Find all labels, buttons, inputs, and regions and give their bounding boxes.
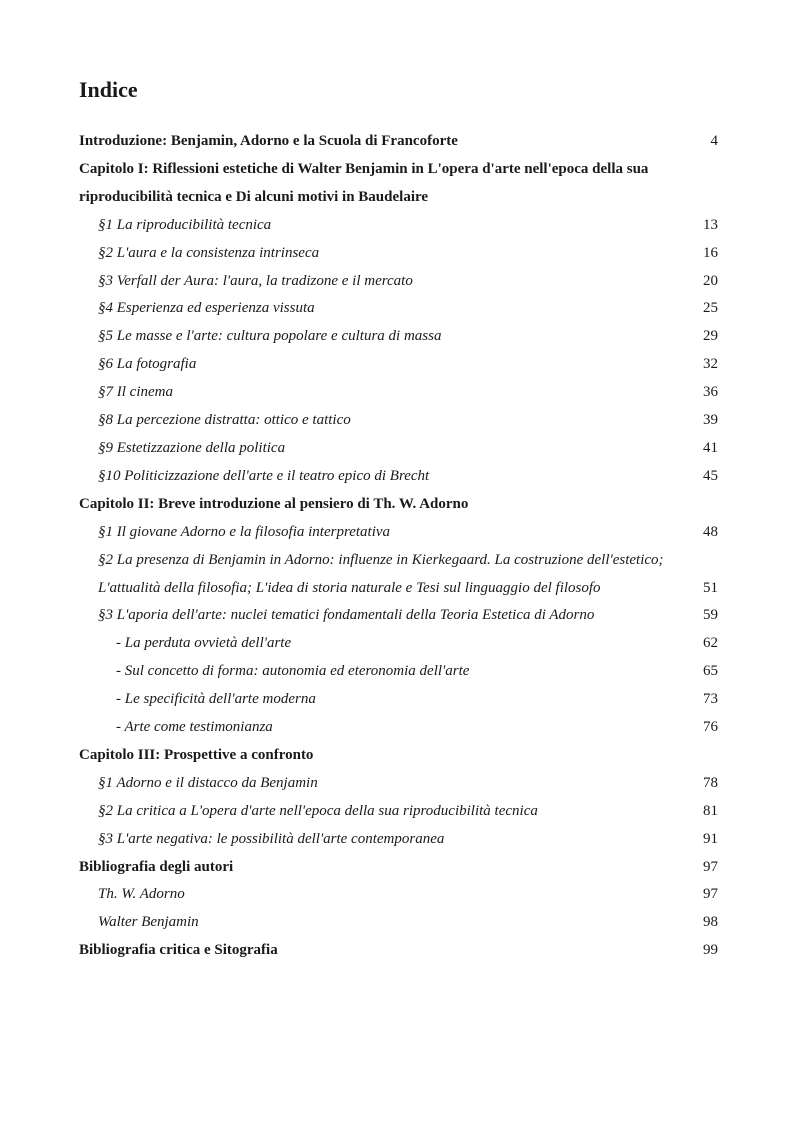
toc-entry-page: 81 xyxy=(703,802,718,819)
toc-entry-cap1-sec5[interactable] xyxy=(79,323,718,351)
toc-entry-label: Walter Benjamin xyxy=(98,914,199,931)
toc-entry-adorno[interactable] xyxy=(79,881,718,909)
toc-entry-label: §2 La critica a L'opera d'arte nell'epoca della sua riproducibilità tecnica xyxy=(98,802,538,819)
toc-entry-capitolo-3[interactable] xyxy=(79,742,718,770)
toc-entry-cap2-sub3[interactable] xyxy=(79,686,718,714)
toc-list xyxy=(79,128,718,965)
toc-entry-label: §1 Il giovane Adorno e la filosofia interpretativa xyxy=(98,523,391,540)
toc-entry-page: 51 xyxy=(703,579,718,596)
toc-entry-page: 91 xyxy=(703,830,718,847)
toc-entry-page: 97 xyxy=(703,886,718,903)
toc-entry-label: Introduzione: Benjamin, Adorno e la Scuola di Francoforte xyxy=(79,133,458,149)
toc-entry-page: 4 xyxy=(710,133,718,149)
toc-entry-label: Capitolo II: Breve introduzione al pensiero di Th. W. Adorno xyxy=(79,495,469,512)
toc-entry-label: §1 Adorno e il distacco da Benjamin xyxy=(98,774,318,791)
toc-entry-page: 48 xyxy=(703,523,718,540)
toc-entry-cap1-sec7[interactable] xyxy=(79,379,718,407)
toc-entry-cap2-sub4[interactable] xyxy=(79,714,718,742)
toc-entry-page: 99 xyxy=(703,942,718,959)
toc-entry-cap1-sec9[interactable] xyxy=(79,435,718,463)
toc-entry-label: Bibliografia critica e Sitografia xyxy=(79,942,278,959)
toc-entry-cap1-sec10[interactable] xyxy=(79,463,718,491)
toc-entry-cap1-sec6[interactable] xyxy=(79,351,718,379)
toc-entry-page: 16 xyxy=(703,244,718,261)
toc-entry-page: 41 xyxy=(703,439,718,456)
toc-entry-label: - Arte come testimonianza xyxy=(116,719,273,736)
toc-entry-page: 62 xyxy=(703,635,718,652)
toc-entry-label: §3 L'aporia dell'arte: nuclei tematici fondamentali della Teoria Estetica di Adorno xyxy=(98,607,595,624)
toc-entry-label: Capitolo I: Riflessioni estetiche di Walter Benjamin in L'opera d'arte nell'epoca della sua riproducibilità tecnica e Di alcuni motivi in Baudelaire xyxy=(79,160,649,205)
toc-entry-page: 45 xyxy=(703,467,718,484)
toc-entry-cap3-sec1[interactable] xyxy=(79,770,718,798)
toc-title: Indice xyxy=(79,77,138,102)
toc-entry-introduzione[interactable] xyxy=(79,128,718,156)
toc-entry-cap2-sec1[interactable] xyxy=(79,519,718,547)
toc-entry-cap2-sub2[interactable] xyxy=(79,658,718,686)
document-page xyxy=(79,70,718,965)
toc-entry-label: §10 Politicizzazione dell'arte e il teatro epico di Brecht xyxy=(98,467,430,484)
toc-entry-label: §5 Le masse e l'arte: cultura popolare e cultura di massa xyxy=(98,328,442,345)
toc-entry-cap1-sec4[interactable] xyxy=(79,295,718,323)
toc-entry-capitolo-1[interactable] xyxy=(79,156,718,212)
toc-entry-page: 97 xyxy=(703,858,718,875)
toc-entry-label: - La perduta ovvietà dell'arte xyxy=(116,635,292,652)
toc-entry-page: 78 xyxy=(703,774,718,791)
toc-entry-capitolo-2[interactable] xyxy=(79,491,718,519)
toc-entry-label: - Le specificità dell'arte moderna xyxy=(116,691,316,708)
toc-entry-page: 73 xyxy=(703,691,718,708)
toc-entry-label: §2 L'aura e la consistenza intrinseca xyxy=(98,244,320,261)
toc-entry-bibliografia-autori[interactable] xyxy=(79,854,718,882)
toc-entry-benjamin[interactable] xyxy=(79,909,718,937)
toc-entry-label: Th. W. Adorno xyxy=(98,886,185,903)
toc-entry-cap1-sec3[interactable] xyxy=(79,268,718,296)
toc-entry-cap1-sec8[interactable] xyxy=(79,407,718,435)
toc-entry-label: - Sul concetto di forma: autonomia ed eteronomia dell'arte xyxy=(116,663,470,680)
toc-entry-label: Capitolo III: Prospettive a confronto xyxy=(79,746,314,763)
toc-entry-cap2-sec3[interactable] xyxy=(79,602,718,630)
toc-entry-page: 39 xyxy=(703,412,718,429)
toc-entry-page: 59 xyxy=(703,607,718,624)
toc-entry-label: §8 La percezione distratta: ottico e tattico xyxy=(98,412,351,429)
toc-entry-label: §7 Il cinema xyxy=(98,384,173,401)
toc-entry-label: §3 Verfall der Aura: l'aura, la tradizone e il mercato xyxy=(98,272,413,289)
toc-entry-page: 13 xyxy=(703,216,718,233)
toc-entry-label: §2 La presenza di Benjamin in Adorno: influenze in Kierkegaard. La costruzione dell'estetico; L'attualità della filosofia; L'idea di storia naturale e Tesi sul linguaggio del filosofo xyxy=(98,551,664,596)
toc-entry-cap1-sec2[interactable] xyxy=(79,240,718,268)
toc-entry-page: 98 xyxy=(703,914,718,931)
toc-entry-page: 65 xyxy=(703,663,718,680)
toc-entry-bibliografia-critica[interactable] xyxy=(79,937,718,965)
toc-entry-label: Bibliografia degli autori xyxy=(79,858,234,875)
toc-entry-cap2-sec2[interactable] xyxy=(79,547,718,603)
toc-entry-page: 32 xyxy=(703,356,718,373)
toc-entry-page: 76 xyxy=(703,719,718,736)
toc-entry-page: 36 xyxy=(703,384,718,401)
toc-entry-page: 29 xyxy=(703,328,718,345)
toc-entry-cap3-sec3[interactable] xyxy=(79,826,718,854)
toc-entry-label: §3 L'arte negativa: le possibilità dell'arte contemporanea xyxy=(98,830,445,847)
toc-entry-label: §6 La fotografia xyxy=(98,356,197,373)
toc-entry-cap2-sub1[interactable] xyxy=(79,630,718,658)
toc-entry-label: §9 Estetizzazione della politica xyxy=(98,439,286,456)
toc-entry-page: 25 xyxy=(703,300,718,317)
toc-entry-cap3-sec2[interactable] xyxy=(79,798,718,826)
toc-entry-page: 20 xyxy=(703,272,718,289)
toc-entry-label: §1 La riproducibilità tecnica xyxy=(98,216,272,233)
toc-entry-cap1-sec1[interactable] xyxy=(79,212,718,240)
toc-entry-label: §4 Esperienza ed esperienza vissuta xyxy=(98,300,315,317)
